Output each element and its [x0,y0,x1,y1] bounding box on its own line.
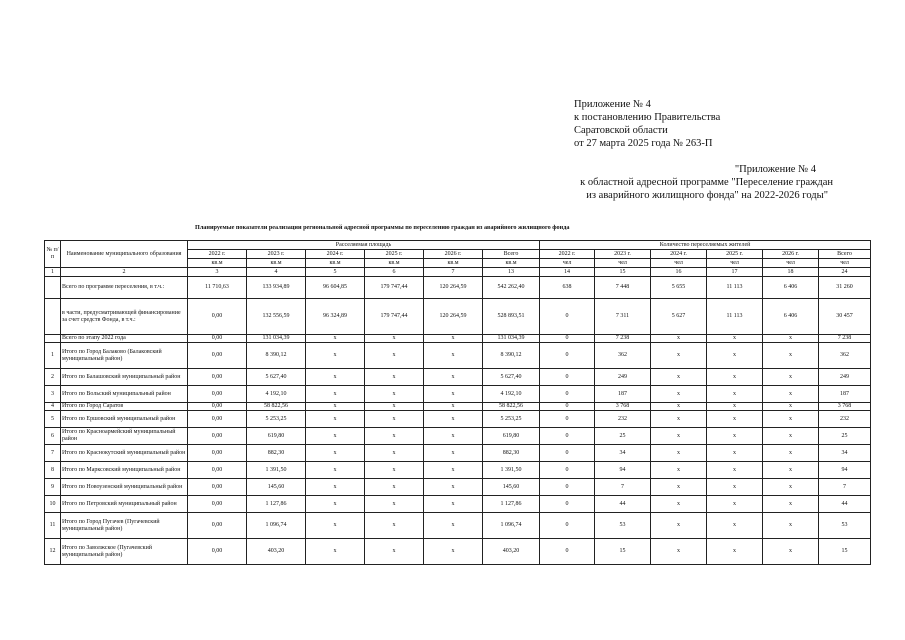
area-cell: x [365,403,424,411]
table-row [45,462,871,479]
people-cell: 0 [540,539,595,565]
area-cell: x [306,428,365,445]
municipality-name: Всего по этапу 2022 года [61,335,188,343]
header-unit: чел [707,259,763,268]
people-cell: x [763,496,819,513]
row-number: 1 [45,343,61,369]
people-cell: x [651,403,707,411]
area-cell: 1 096,74 [483,513,540,539]
people-cell: 638 [540,277,595,299]
people-cell: 0 [540,513,595,539]
area-cell: 120 264,59 [424,277,483,299]
people-cell: 44 [595,496,651,513]
area-cell: 96 604,85 [306,277,365,299]
area-cell: 1 391,50 [247,462,306,479]
people-cell: x [707,445,763,462]
appendix-line-4: от 27 марта 2025 года № 263-П [574,138,713,149]
area-cell: 4 192,10 [247,386,306,403]
column-number: 4 [247,268,306,277]
people-cell: x [651,539,707,565]
area-cell: 0,00 [188,428,247,445]
area-cell: 11 710,63 [188,277,247,299]
people-cell: 11 113 [707,299,763,335]
program-line-1: "Приложение № 4 [734,164,816,175]
table-row [45,445,871,462]
people-cell: x [651,369,707,386]
appendix-line-3: Саратовской области [574,125,668,136]
table-row [45,428,871,445]
header-year: 2023 г. [595,250,651,259]
area-cell: 179 747,44 [365,299,424,335]
area-cell: 96 324,89 [306,299,365,335]
column-number: 2 [61,268,188,277]
people-cell: x [651,386,707,403]
program-line-2: к областной адресной программе "Переселение граждан [580,177,833,188]
people-cell: x [763,513,819,539]
table-row [45,386,871,403]
area-cell: 5 627,40 [247,369,306,386]
header-year: 2023 г. [247,250,306,259]
people-cell: x [763,335,819,343]
area-cell: 4 192,10 [483,386,540,403]
header-name: Наименование муниципального образования [61,241,188,268]
row-number: 8 [45,462,61,479]
header-unit: кв.м [424,259,483,268]
municipality-name: Итого по Город Балаково (Балаковский муниципальный район) [61,343,188,369]
people-cell: 0 [540,299,595,335]
area-cell: x [365,462,424,479]
people-cell: 25 [819,428,871,445]
area-cell: x [306,479,365,496]
area-cell: 0,00 [188,411,247,428]
column-number: 5 [306,268,365,277]
area-cell: 0,00 [188,496,247,513]
people-cell: 30 457 [819,299,871,335]
area-cell: x [306,386,365,403]
header-year: 2025 г. [707,250,763,259]
program-block [574,163,833,202]
area-cell: 58 822,56 [483,403,540,411]
people-cell: x [763,403,819,411]
row-number: 4 [45,403,61,411]
people-cell: x [651,513,707,539]
table-row [45,496,871,513]
area-cell: 131 034,39 [483,335,540,343]
people-cell: 94 [595,462,651,479]
people-cell: x [763,539,819,565]
table-row [45,299,871,335]
row-number: 12 [45,539,61,565]
area-cell: 0,00 [188,335,247,343]
people-cell: 7 [595,479,651,496]
area-cell: 619,80 [483,428,540,445]
area-cell: 882,30 [483,445,540,462]
people-cell: x [707,539,763,565]
program-line-3: из аварийного жилищного фонда" на 2022-2026 годы" [586,190,828,201]
people-cell: x [763,462,819,479]
people-cell: x [651,445,707,462]
area-cell: 403,20 [483,539,540,565]
area-cell: 0,00 [188,403,247,411]
row-number: 9 [45,479,61,496]
people-cell: 0 [540,369,595,386]
people-cell: 7 238 [595,335,651,343]
area-cell: 0,00 [188,539,247,565]
people-cell: x [707,462,763,479]
area-cell: 0,00 [188,445,247,462]
area-cell: 0,00 [188,343,247,369]
row-number: 7 [45,445,61,462]
people-cell: x [707,411,763,428]
area-cell: x [424,335,483,343]
table-row [45,277,871,299]
people-cell: x [651,496,707,513]
appendix-line-2: к постановлению Правительства [574,112,721,123]
people-cell: x [763,411,819,428]
header-year: 2022 г. [188,250,247,259]
people-cell: x [707,496,763,513]
table-row [45,513,871,539]
area-cell: x [306,335,365,343]
people-cell: x [763,479,819,496]
area-cell: 0,00 [188,479,247,496]
municipality-name: Итого по Заволжское (Пугачевский муниципальный район) [61,539,188,565]
people-cell: 7 [819,479,871,496]
area-cell: 145,60 [483,479,540,496]
people-cell: x [651,335,707,343]
area-cell: x [306,411,365,428]
header-year: 2024 г. [651,250,707,259]
municipality-name: Итого по Новоузенский муниципальный район [61,479,188,496]
people-cell: 0 [540,411,595,428]
people-cell: x [707,369,763,386]
area-cell: 179 747,44 [365,277,424,299]
row-number: 10 [45,496,61,513]
people-cell: 5 627 [651,299,707,335]
header-unit: кв.м [188,259,247,268]
column-number: 16 [651,268,707,277]
people-cell: 53 [819,513,871,539]
header-unit: чел [763,259,819,268]
people-cell: x [763,386,819,403]
people-cell: 6 406 [763,277,819,299]
area-cell: 5 253,25 [247,411,306,428]
people-cell: 6 406 [763,299,819,335]
municipality-name: Итого по Марксовский муниципальный район [61,462,188,479]
area-cell: 0,00 [188,299,247,335]
area-cell: x [424,403,483,411]
area-cell: x [306,445,365,462]
column-number: 13 [483,268,540,277]
area-cell: x [424,369,483,386]
area-cell: x [424,513,483,539]
column-number: 1 [45,268,61,277]
area-cell: 1 096,74 [247,513,306,539]
area-cell: x [306,369,365,386]
municipality-name: Всего по программе переселения, в т.ч.: [61,277,188,299]
municipality-name: в части, предусматривающей финансирование за счет средств Фонда, в т.ч.: [61,299,188,335]
people-cell: 34 [595,445,651,462]
header-unit: кв.м [365,259,424,268]
people-cell: x [651,462,707,479]
area-cell: x [365,496,424,513]
table-title: Планируемые показатели реализации региональной адресной программы по переселению граждан из аварийного жилищного фонда [195,224,570,231]
header-year: 2024 г. [306,250,365,259]
people-cell: x [707,479,763,496]
area-cell: 528 893,51 [483,299,540,335]
area-cell: x [306,462,365,479]
area-cell: 8 390,12 [247,343,306,369]
area-cell: 542 262,40 [483,277,540,299]
table-row [45,479,871,496]
people-cell: 249 [595,369,651,386]
people-cell: x [763,369,819,386]
area-cell: 1 391,50 [483,462,540,479]
header-unit: чел [540,259,595,268]
indicators-table [44,240,871,565]
area-cell: x [365,386,424,403]
people-cell: x [707,403,763,411]
column-number: 17 [707,268,763,277]
people-cell: x [707,335,763,343]
area-cell: 132 556,59 [247,299,306,335]
header-year: 2022 г. [540,250,595,259]
table-row [45,539,871,565]
column-number: 6 [365,268,424,277]
area-cell: 5 253,25 [483,411,540,428]
row-number: 3 [45,386,61,403]
municipality-name: Итого по Балашовский муниципальный район [61,369,188,386]
column-number: 18 [763,268,819,277]
table-row [45,411,871,428]
column-number: 7 [424,268,483,277]
column-number: 24 [819,268,871,277]
area-cell: x [306,496,365,513]
area-cell: x [424,462,483,479]
header-unit: кв.м [247,259,306,268]
column-number: 14 [540,268,595,277]
area-cell: x [306,343,365,369]
people-cell: 44 [819,496,871,513]
people-cell: 31 260 [819,277,871,299]
people-cell: 15 [595,539,651,565]
appendix-block [574,98,720,150]
people-cell: 0 [540,479,595,496]
header-total: Всего [819,250,871,259]
people-cell: 7 238 [819,335,871,343]
row-number [45,299,61,335]
area-cell: x [424,343,483,369]
area-cell: x [424,539,483,565]
header-area-group: Расселяемая площадь [188,241,540,250]
people-cell: 0 [540,343,595,369]
area-cell: 133 934,89 [247,277,306,299]
people-cell: 94 [819,462,871,479]
municipality-name: Итого по Город Пугачев (Пугачевский муниципальный район) [61,513,188,539]
area-cell: x [365,445,424,462]
header-total: Всего [483,250,540,259]
municipality-name: Итого по Красноармейский муниципальный район [61,428,188,445]
people-cell: 232 [819,411,871,428]
table-row [45,335,871,343]
header-unit: чел [595,259,651,268]
header-unit: чел [819,259,871,268]
area-cell: 58 822,56 [247,403,306,411]
header-year: 2026 г. [763,250,819,259]
people-cell: 34 [819,445,871,462]
area-cell: 1 127,86 [247,496,306,513]
area-cell: 145,60 [247,479,306,496]
people-cell: 362 [595,343,651,369]
area-cell: x [365,479,424,496]
people-cell: 3 768 [819,403,871,411]
people-cell: 7 448 [595,277,651,299]
municipality-name: Итого по Вольский муниципальный район [61,386,188,403]
area-cell: x [365,411,424,428]
people-cell: x [707,343,763,369]
area-cell: x [424,411,483,428]
area-cell: 1 127,86 [483,496,540,513]
header-year: 2025 г. [365,250,424,259]
area-cell: x [306,539,365,565]
area-cell: x [424,428,483,445]
people-cell: 15 [819,539,871,565]
people-cell: 187 [819,386,871,403]
header-unit: кв.м [483,259,540,268]
header-unit: чел [651,259,707,268]
area-cell: 882,30 [247,445,306,462]
people-cell: 0 [540,386,595,403]
people-cell: 0 [540,462,595,479]
municipality-name: Итого по Город Саратов [61,403,188,411]
people-cell: 25 [595,428,651,445]
area-cell: 619,80 [247,428,306,445]
table-row [45,403,871,411]
area-cell: 0,00 [188,513,247,539]
row-number: 5 [45,411,61,428]
appendix-line-1: Приложение № 4 [574,99,651,110]
people-cell: 0 [540,428,595,445]
people-cell: 249 [819,369,871,386]
header-unit: кв.м [306,259,365,268]
people-cell: x [651,343,707,369]
people-cell: 0 [540,496,595,513]
people-cell: x [651,479,707,496]
column-number: 3 [188,268,247,277]
people-cell: x [707,386,763,403]
area-cell: x [306,513,365,539]
people-cell: 5 655 [651,277,707,299]
area-cell: x [365,369,424,386]
people-cell: 0 [540,335,595,343]
row-number [45,277,61,299]
row-number: 11 [45,513,61,539]
people-cell: x [763,343,819,369]
column-number: 15 [595,268,651,277]
area-cell: 0,00 [188,369,247,386]
municipality-name: Итого по Петровский муниципальный район [61,496,188,513]
people-cell: x [707,428,763,445]
area-cell: x [365,335,424,343]
people-cell: 0 [540,403,595,411]
header-no: № п/п [45,241,61,268]
people-cell: x [763,445,819,462]
people-cell: 53 [595,513,651,539]
area-cell: x [424,479,483,496]
area-cell: x [365,343,424,369]
people-cell: 0 [540,445,595,462]
table-row [45,343,871,369]
people-cell: 232 [595,411,651,428]
municipality-name: Итого по Ершовский муниципальный район [61,411,188,428]
people-cell: 11 113 [707,277,763,299]
people-cell: x [763,428,819,445]
area-cell: 0,00 [188,462,247,479]
people-cell: x [707,513,763,539]
area-cell: x [424,445,483,462]
area-cell: x [365,428,424,445]
people-cell: 3 768 [595,403,651,411]
area-cell: x [365,513,424,539]
area-cell: 403,20 [247,539,306,565]
area-cell: 5 627,40 [483,369,540,386]
area-cell: x [365,539,424,565]
row-number: 6 [45,428,61,445]
area-cell: 120 264,59 [424,299,483,335]
people-cell: x [651,428,707,445]
area-cell: x [424,386,483,403]
people-cell: 7 311 [595,299,651,335]
area-cell: 8 390,12 [483,343,540,369]
people-cell: 362 [819,343,871,369]
municipality-name: Итого по Краснокутский муниципальный район [61,445,188,462]
header-year: 2026 г. [424,250,483,259]
area-cell: 0,00 [188,386,247,403]
people-cell: x [651,411,707,428]
row-number [45,335,61,343]
header-people-group: Количество переселяемых жителей [540,241,871,250]
area-cell: x [424,496,483,513]
row-number: 2 [45,369,61,386]
table-row [45,369,871,386]
area-cell: 131 034,39 [247,335,306,343]
people-cell: 187 [595,386,651,403]
area-cell: x [306,403,365,411]
